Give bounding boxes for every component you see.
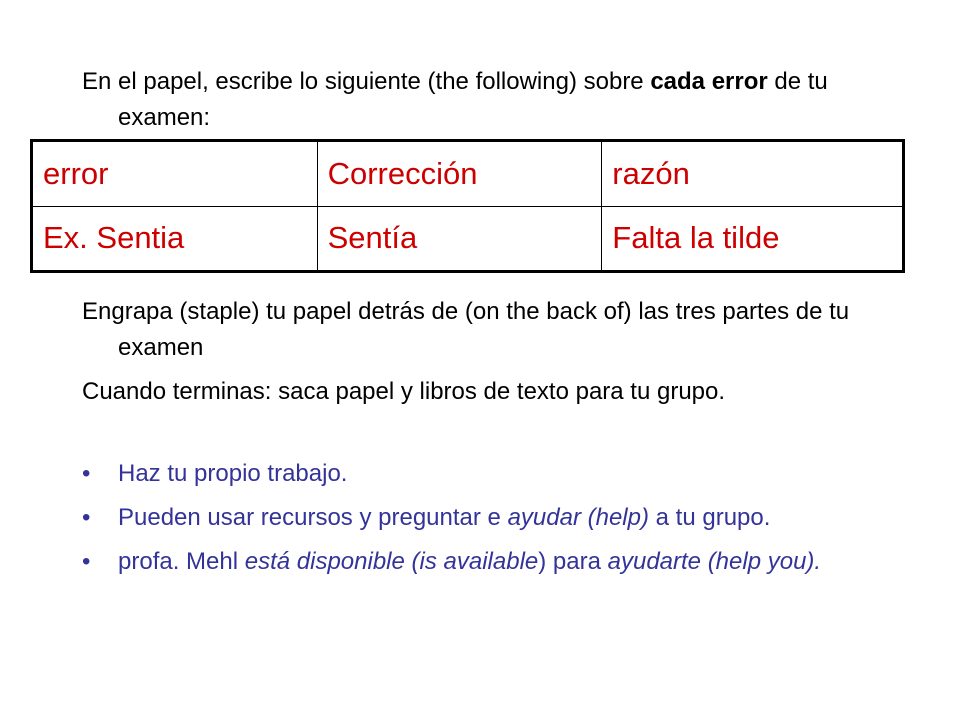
intro-paragraph xyxy=(82,64,918,136)
bullet-text-1: Haz tu propio trabajo. xyxy=(118,460,348,487)
bullet-list xyxy=(82,456,882,588)
cell-example-reason: Falta la tilde xyxy=(602,206,904,272)
table-row xyxy=(32,206,904,272)
bullet-text-3a: profa. Mehl xyxy=(118,548,245,575)
bullet-icon: • xyxy=(82,460,91,487)
error-correction-table xyxy=(30,139,905,273)
bullet-text-2-italic: ayudar (help) xyxy=(507,504,649,531)
header-cell-error: error xyxy=(32,141,318,207)
table-header-row xyxy=(32,141,904,207)
list-item xyxy=(82,544,882,580)
finished-instruction: Cuando terminas: saca papel y libros de texto para tu grupo. xyxy=(82,378,726,405)
intro-text-2: de tu examen: xyxy=(118,68,828,131)
bullet-text-2b: a tu grupo. xyxy=(648,504,771,531)
bullet-icon: • xyxy=(82,548,91,575)
cell-example-error: Ex. Sentia xyxy=(32,206,318,272)
header-cell-reason: razón xyxy=(602,141,904,207)
intro-bold-text: cada error xyxy=(650,68,768,95)
bullet-icon: • xyxy=(82,504,91,531)
bullet-text-3-italic-2: ayudarte (help you). xyxy=(607,548,822,575)
bullet-text-3b: ) para xyxy=(538,548,608,575)
cell-example-correction: Sentía xyxy=(317,206,602,272)
staple-instruction: Engrapa (staple) tu papel detrás de (on the back of) las tres partes de tu examen xyxy=(82,298,850,361)
list-item xyxy=(82,500,882,536)
bullet-text-2a: Pueden usar recursos y preguntar e xyxy=(118,504,508,531)
bullet-text-3-italic-1: está disponible (is available xyxy=(244,548,539,575)
intro-text-1: En el papel, escribe lo siguiente (the following) sobre xyxy=(82,68,651,95)
header-cell-correction: Corrección xyxy=(317,141,602,207)
list-item xyxy=(82,456,882,492)
